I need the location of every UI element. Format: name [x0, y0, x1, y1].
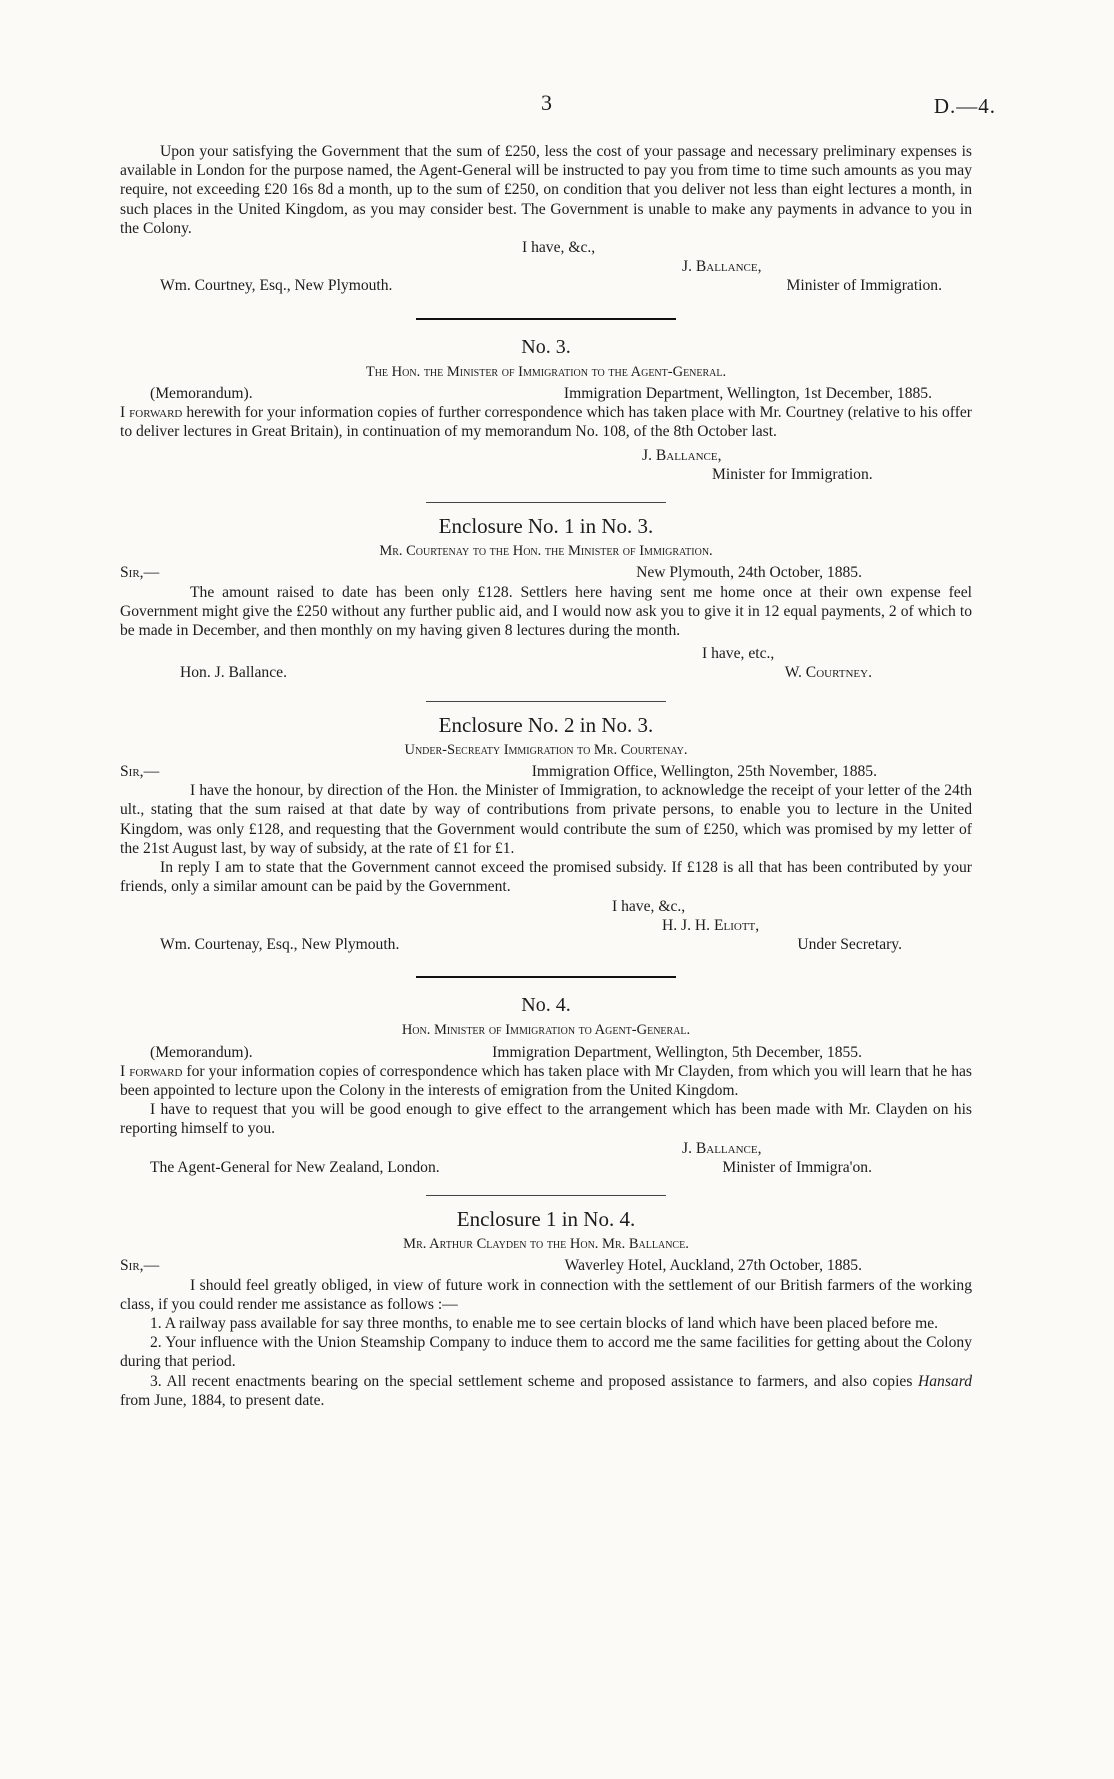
enc1-no4-subheading: Mr. Arthur Clayden to the Hon. Mr. Ballance. [403, 1236, 689, 1253]
no4-paragraph-2: I have to request that you will be good enough to give effect to the arrangement which has been made with Mr. Clayden on his reporting himself to you. [120, 1101, 972, 1138]
enc2-no3-subheading: Under-Secreaty Immigration to Mr. Courtenay. [404, 741, 688, 758]
enc1-no4-item-3 [120, 1372, 972, 1410]
opening-paragraph: Upon your satisfying the Government that the sum of £250, less the cost of your passage and necessary preliminary expenses is available in London for the purpose named, the Agent-General will be instructed to pay you from time to time such amounts as you may require, not exceeding £20 16s 8d a month, up to the sum of £250, on condition that you deliver not less than eight lectures a month, in such places in the United Kingdom, as you may consider best. The Government is unable to make any payments in advance to you in the Colony. [120, 143, 972, 237]
enc1-no3-subheading: Mr. Courtenay to the Hon. the Minister of Immigration. [379, 543, 713, 560]
opening-addressee: Wm. Courtney, Esq., New Plymouth. [160, 277, 393, 295]
no4-lead: I forward [120, 1062, 183, 1080]
enc2-no3-closing: I have, &c., [612, 897, 686, 915]
enc1-no4-paragraph: I should feel greatly obliged, in view of future work in connection with the settlement of our British farmers of the working class, if you could render me assistance as follows :— [120, 1276, 972, 1313]
no3-lead: I forward [120, 404, 183, 422]
no4-subheading: Hon. Minister of Immigration to Agent-General. [401, 1022, 691, 1039]
enc1-no4-item-3-text-end: from June, 1884, to present date. [120, 1391, 325, 1409]
no3-title: Minister for Immigration. [712, 465, 873, 483]
section-rule [416, 976, 676, 978]
document-body [120, 142, 972, 1410]
enc1-no4-item-3-text: 3. All recent enactments bearing on the special settlement scheme and proposed assistance to farmers, and also copies [150, 1372, 913, 1390]
enc2-no3-title: Under Secretary. [797, 935, 902, 953]
enc1-no4-salutation: Sir,— [120, 1257, 160, 1275]
section-rule [426, 701, 666, 702]
no3-signature: J. Ballance, [642, 446, 722, 464]
no3-heading: No. 3. [521, 335, 571, 358]
enc1-no4-item-2: 2. Your influence with the Union Steamship Company to induce them to accord me the same facilities for getting about the Colony during that period. [120, 1334, 972, 1371]
enc2-no3-heading: Enclosure No. 2 in No. 3. [438, 712, 654, 737]
enc1-no3-paragraph: The amount raised to date has been only £128. Settlers here having sent me home once at their own expense feel Government might give the £250 without any further public aid, and I would now ask you to give it in 12 equal payments, 2 of which to be made in December, and then monthly on my having given 8 lectures during the month. [120, 583, 972, 640]
enc1-no3-closing: I have, etc., [702, 645, 775, 663]
no3-memo: (Memorandum). [150, 385, 253, 403]
opening-closing: I have, &c., [522, 239, 596, 257]
no4-memo: (Memorandum). [150, 1043, 253, 1061]
no3-location: Immigration Department, Wellington, 1st December, 1885. [563, 385, 932, 403]
enc2-no3-location: Immigration Office, Wellington, 25th November, 1885. [531, 763, 877, 781]
no3-subheading: The Hon. the Minister of Immigration to the Agent-General. [365, 363, 727, 380]
section-rule [426, 502, 666, 503]
enc1-no3-addressee: Hon. J. Ballance. [180, 664, 287, 682]
enc1-no3-location: New Plymouth, 24th October, 1885. [636, 564, 862, 582]
section-rule [426, 1195, 666, 1196]
enc1-no4-location: Waverley Hotel, Auckland, 27th October, 1885. [564, 1257, 862, 1275]
enc2-no3-paragraph-1: I have the honour, by direction of the Hon. the Minister of Immigration, to acknowledge the receipt of your letter of the 24th ult., stating that the sum raised at that date by way of contributions from private persons, to enable you to lecture in the United Kingdom, was only £128, and requesting that the Government would contribute the sum of £250, which was promised by my letter of the 21st August last, by way of subsidy, at the rate of £1 for £1. [120, 782, 972, 857]
no4-title: Minister of Immigra'on. [722, 1158, 872, 1176]
enc1-no3-salutation: Sir,— [120, 564, 160, 582]
enc1-no3-heading: Enclosure No. 1 in No. 3. [438, 514, 654, 539]
no4-text-1: for your information copies of correspondence which has taken place with Mr Clayden, from which you will learn that he has been appointed to lecture upon the Colony in the interests of emigration from the United Kingdom. [120, 1062, 972, 1099]
enc2-no3-salutation: Sir,— [120, 763, 160, 781]
enc1-no4-heading: Enclosure 1 in No. 4. [456, 1206, 636, 1231]
no4-addressee: The Agent-General for New Zealand, London. [150, 1158, 440, 1176]
hansard-italic: Hansard [917, 1372, 972, 1390]
no4-location: Immigration Department, Wellington, 5th December, 1855. [492, 1043, 862, 1061]
enc1-no3-signature: W. Courtney. [784, 664, 872, 682]
opening-title: Minister of Immigration. [786, 277, 942, 295]
no3-text: herewith for your information copies of further correspondence which has taken place with Mr. Courtney (relative to his offer to deliver lectures in Great Britain), in continuation of my memorandum No. 108, of the 8th October last. [120, 404, 972, 441]
opening-signature: J. Ballance, [682, 258, 762, 276]
enc2-no3-addressee: Wm. Courtenay, Esq., New Plymouth. [160, 935, 400, 953]
document-reference: D.—4. [933, 94, 996, 118]
page-number: 3 [541, 90, 552, 115]
enc2-no3-signature: H. J. H. Eliott, [662, 916, 760, 934]
enc1-no4-item-1: 1. A railway pass available for say three months, to enable me to see certain blocks of land which have been placed before me. [150, 1314, 939, 1332]
enc2-no3-paragraph-2: In reply I am to state that the Government cannot exceed the promised subsidy. If £128 is all that has been contributed by your friends, only a similar amount can be paid by the Government. [120, 859, 972, 896]
no4-signature: J. Ballance, [682, 1139, 762, 1157]
section-rule [416, 318, 676, 320]
no4-heading: No. 4. [521, 994, 571, 1017]
